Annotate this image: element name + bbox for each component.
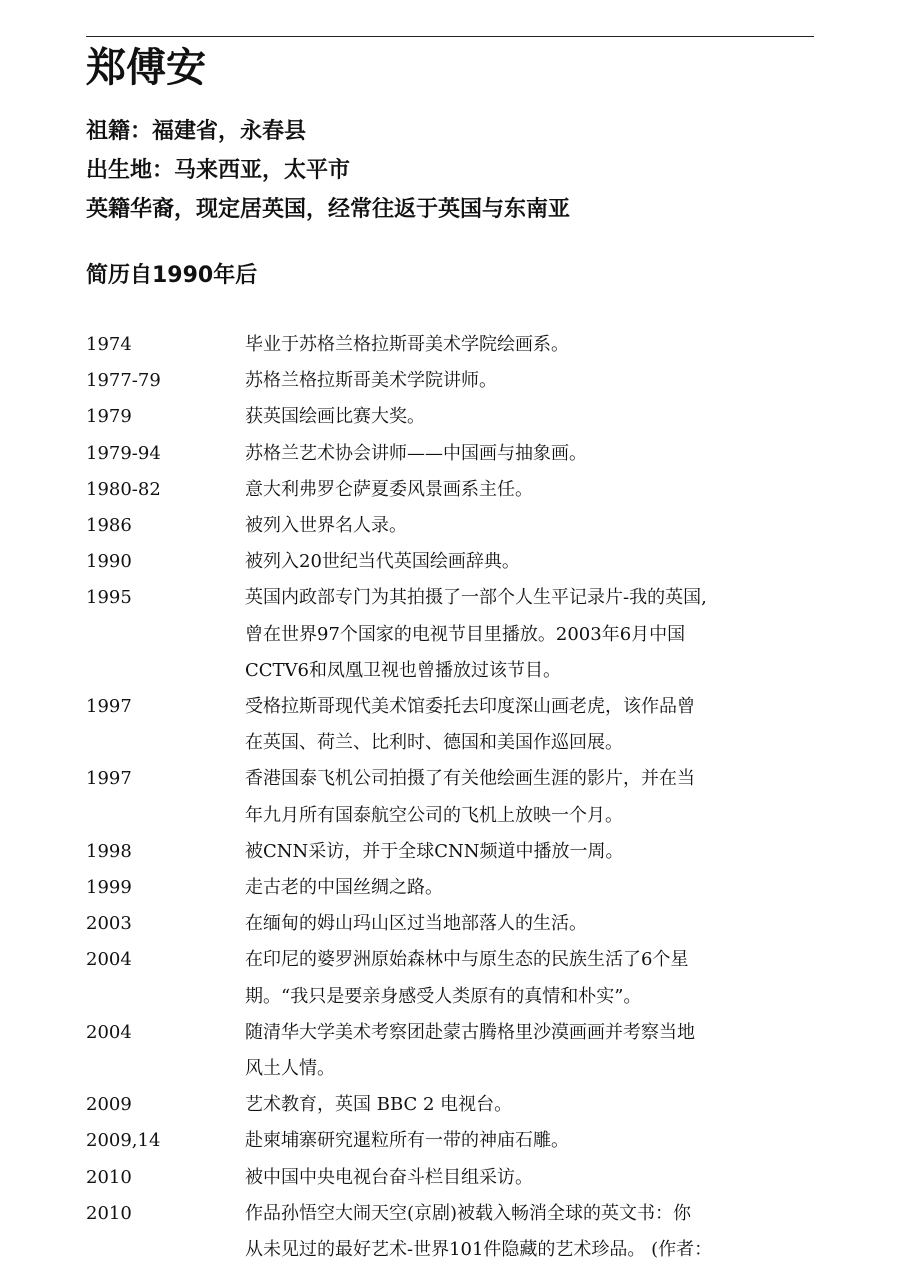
entry-year: 2009,14 — [86, 1130, 161, 1152]
entry-description-line: 香港国泰飞机公司拍摄了有关他绘画生涯的影片，并在当 — [245, 768, 695, 790]
entry-year: 1997 — [86, 768, 132, 790]
timeline-entry — [86, 544, 826, 580]
resume-heading: 简历自1990年后 — [86, 263, 258, 288]
origin-line: 祖籍：福建省，永春县 — [86, 119, 307, 144]
timeline-entry — [86, 1196, 826, 1268]
entry-description-line: 意大利弗罗仑萨夏委风景画系主任。 — [245, 478, 533, 500]
timeline-entry — [86, 689, 826, 761]
entry-description — [245, 1160, 805, 1196]
entry-description — [245, 689, 805, 761]
entry-year: 1997 — [86, 696, 132, 718]
entry-description-line: 艺术教育，英国 BBC 2 电视台。 — [245, 1094, 513, 1116]
timeline-entry — [86, 1015, 826, 1087]
entry-description-line: 毕业于苏格兰格拉斯哥美术学院绘画系。 — [245, 334, 569, 355]
entry-description — [245, 870, 805, 906]
entry-year: 2003 — [86, 913, 132, 935]
entry-year: 1977-79 — [86, 370, 161, 392]
entry-year: 1979-94 — [86, 442, 161, 464]
entry-year: 2010 — [86, 1166, 132, 1188]
entry-description — [245, 1123, 805, 1159]
timeline-entry — [86, 906, 826, 942]
timeline-entry — [86, 942, 826, 1014]
entry-year: 1974 — [86, 334, 132, 355]
entry-description — [245, 761, 805, 833]
residence-line: 英籍华裔，现定居英国，经常往返于英国与东南亚 — [86, 197, 571, 222]
entry-year: 1979 — [86, 406, 132, 428]
entry-description-line: 从未见过的最好艺术-世界101件隐藏的艺术珍品。 (作者： — [245, 1239, 713, 1261]
entry-description — [245, 834, 805, 870]
entry-description-line: 苏格兰格拉斯哥美术学院讲师。 — [245, 370, 497, 392]
entry-year: 1995 — [86, 587, 132, 609]
entry-description — [245, 472, 805, 508]
timeline-entry — [86, 761, 826, 833]
entry-description-line: 被中国中央电视台奋斗栏目组采访。 — [245, 1166, 533, 1188]
entry-year: 2009 — [86, 1094, 132, 1116]
entry-description — [245, 363, 805, 399]
entry-description-line: 获英国绘画比赛大奖。 — [245, 406, 425, 428]
entry-description-line: CCTV6和凤凰卫视也曾播放过该节目。 — [245, 659, 562, 681]
timeline-entry — [86, 399, 826, 435]
entry-description-line: 年九月所有国泰航空公司的飞机上放映一个月。 — [245, 804, 623, 826]
entry-description-line: 在印尼的婆罗洲原始森林中与原生态的民族生活了6个星 — [245, 949, 689, 971]
timeline-entry — [86, 436, 826, 472]
entry-description-line: 曾在世界97个国家的电视节目里播放。2003年6月中国 — [245, 623, 686, 645]
timeline-entry — [86, 1160, 826, 1196]
artist-name: 郑傅安 — [86, 45, 206, 91]
entry-description-line: 随清华大学美术考察团赴蒙古腾格里沙漠画画并考察当地 — [245, 1021, 695, 1043]
entry-year: 2004 — [86, 949, 132, 971]
entry-year: 1998 — [86, 840, 132, 862]
entry-description-line: 风土人情。 — [245, 1058, 335, 1080]
timeline-entry — [86, 327, 826, 363]
top-divider — [86, 36, 814, 37]
entry-description — [245, 1196, 805, 1268]
entry-description-line: 被列入世界名人录。 — [245, 515, 407, 537]
entry-year: 1980-82 — [86, 478, 161, 500]
entry-description — [245, 1015, 805, 1087]
entry-description — [245, 906, 805, 942]
entry-year: 2004 — [86, 1021, 132, 1043]
entry-description — [245, 399, 805, 435]
timeline-entry — [86, 1087, 826, 1123]
entry-description — [245, 1087, 805, 1123]
timeline-entry — [86, 834, 826, 870]
timeline-entry — [86, 1123, 826, 1159]
entry-description-line: 苏格兰艺术协会讲师——中国画与抽象画。 — [245, 442, 587, 464]
entry-description — [245, 436, 805, 472]
timeline-entry — [86, 870, 826, 906]
timeline-entry — [86, 580, 826, 689]
entry-description-line: 英国内政部专门为其拍摄了一部个人生平记录片-我的英国, — [245, 587, 707, 609]
entry-description-line: 走古老的中国丝绸之路。 — [245, 877, 443, 899]
entry-description — [245, 327, 805, 363]
entry-description-line: 赴柬埔寨研究暹粒所有一带的神庙石雕。 — [245, 1130, 569, 1152]
entry-description — [245, 544, 805, 580]
entry-year: 2010 — [86, 1202, 132, 1224]
timeline-entry — [86, 363, 826, 399]
entry-year: 1990 — [86, 551, 132, 573]
entry-year: 1986 — [86, 515, 132, 537]
entry-description-line: 被CNN采访，并于全球CNN频道中播放一周。 — [245, 840, 624, 862]
entry-description-line: 在英国、荷兰、比利时、德国和美国作巡回展。 — [245, 732, 623, 754]
entry-description-line: 期。“我只是要亲身感受人类原有的真情和朴实”。 — [245, 985, 642, 1007]
entry-description-line: 作品孙悟空大闹天空(京剧)被载入畅消全球的英文书：你 — [245, 1202, 692, 1224]
entry-description — [245, 508, 805, 544]
resume-timeline — [86, 327, 826, 1268]
profile-info — [86, 112, 570, 229]
birthplace-line: 出生地：马来西亚，太平市 — [86, 158, 351, 183]
entry-description-line: 受格拉斯哥现代美术馆委托去印度深山画老虎，该作品曾 — [245, 696, 695, 718]
entry-description — [245, 942, 805, 1014]
entry-description-line: 被列入20世纪当代英国绘画辞典。 — [245, 551, 520, 573]
timeline-entry — [86, 508, 826, 544]
timeline-entry — [86, 472, 826, 508]
entry-description-line: 在缅甸的姆山玛山区过当地部落人的生活。 — [245, 913, 587, 935]
entry-description — [245, 580, 805, 689]
entry-year: 1999 — [86, 877, 132, 899]
